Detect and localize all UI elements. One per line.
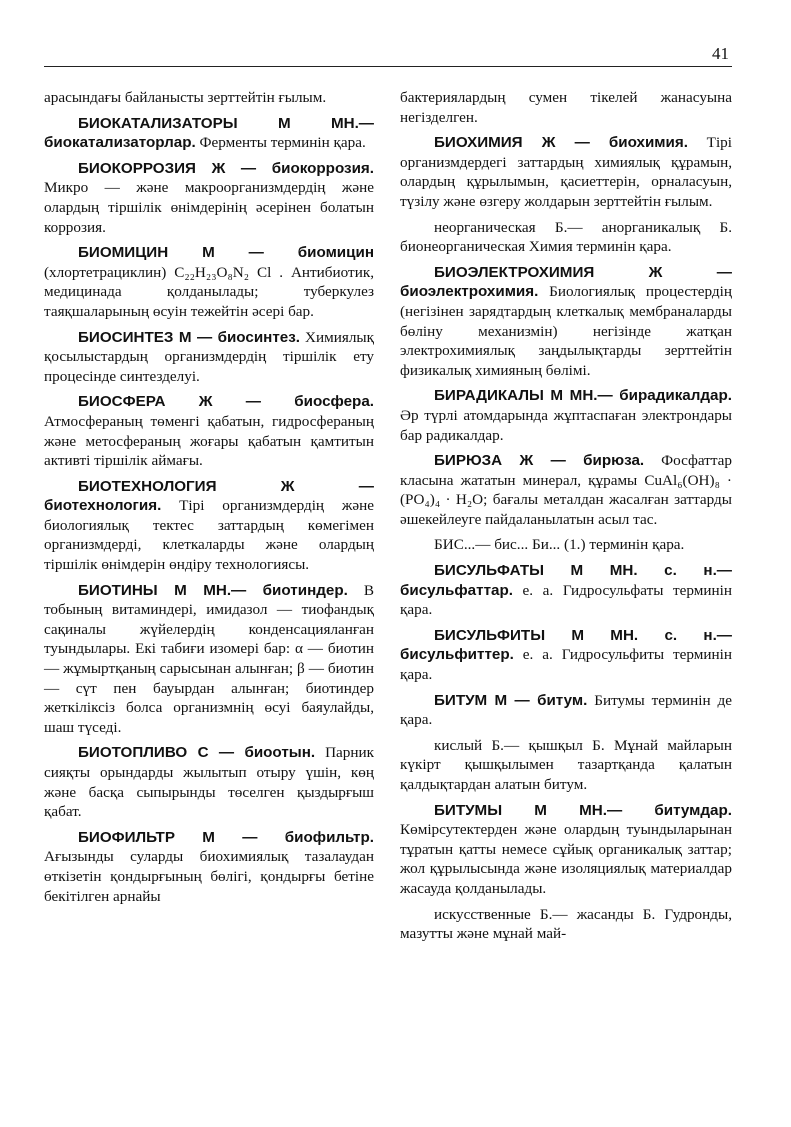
sub-entry [400,218,732,257]
right-column [400,88,732,950]
definition: е. а. Гидросульфиты терминін қара. [400,646,732,684]
headword: БИТУМЫ М МН.— битумдар. [434,801,732,819]
dictionary-entry [44,328,374,387]
dictionary-entry [400,801,732,899]
definition: бактериялардың сумен тікелей жанасуына негізделген. [400,89,732,126]
dictionary-entry [400,561,732,620]
continuation-text [400,88,732,127]
dictionary-entry [44,743,374,821]
dictionary-entry [44,581,374,738]
definition: Химиялық қосылыстардың организмдердің тіршілік ету процесінде синтезделуі. [44,328,375,385]
dictionary-entry [400,451,732,529]
definition: кислый Б.— қышқыл Б. Мұнай майларын күкірт қышқылымен тазартқанда қалатын қалдықтардан алатын битум. [400,736,732,793]
definition: В тобының витаминдері, имидазол — тиофандық сақиналы жүйелердің конденсацияланған туындылары. Екі табиғи изомері бар: α — биотин — жұмыртқаның сарысынан алынған; β — биотин — сүт пен бауырдан алынған; биотиндер жеткіліксіз болса организмнің өсуі баяулайды, шаш түседі. [44,581,374,736]
definition: арасындағы байланысты зерттейтін ғылым. [44,89,327,106]
definition: Тірі организмдердің және биологиялық тектес заттардың көмегімен организмдерді, клеткаларды және олардың тіршілік өнімдерін өндіру технологиясы. [44,497,374,574]
headword: БИОТЕХНОЛОГИЯ Ж — биотехнология. [44,477,374,515]
definition: Биологиялық процестердің (негізінен зарядтардың клеткалық мембраналарды бөліну механизмін) негізінде жатқан электрохимиялық заңдылықтарды зерттейтін физикалық химияның бөлімі. [400,283,732,379]
headword: БИОХИМИЯ Ж — биохимия. [434,134,688,152]
definition: Фосфаттар класына жататын минерал, құрамы CuAl₆(OH)₈ · (PO₄)₄ · H₂O; бағалы металдан жасалған заттарды әшекейлеуге пайдаланылатын асыл тас. [400,452,732,528]
left-column [44,88,374,912]
dictionary-entry [400,386,732,445]
sub-entry [400,905,732,944]
definition: искусственные Б.— жасанды Б. Гудронды, мазутты және мұнай май- [400,905,732,943]
dictionary-entry [400,263,732,381]
sub-entry [400,736,732,795]
headword: БИСУЛЬФИТЫ М МН. с. н.— бисульфиттер. [400,626,732,664]
definition: Көмірсутектерден және олардың туындыларынан тұратын қатты немесе сұйық органикалық заттар; жол құрылысында және изоляциялық материалдар жасауда қолданылады. [400,821,732,897]
headword: БИОКАТАЛИЗАТОРЫ М МН.— биокатализаторлар. [44,114,374,152]
dictionary-entry [44,114,374,153]
headword: БИОСИНТЕЗ М — биосинтез. [78,328,300,346]
headword: БИОТОПЛИВО С — биоотын. [78,744,316,762]
headword: БИОКОРРОЗИЯ Ж — биокоррозия. [78,159,374,177]
dictionary-entry [44,243,374,321]
definition: неорганическая Б.— анорганикалық Б. бионеорганическая Химия терминін қара. [400,218,732,256]
headword: БИТУМ М — битум. [434,691,588,709]
headword: БИОТИНЫ М МН.— биотиндер. [78,581,348,599]
dictionary-entry [44,392,374,470]
definition: Микро — және макроорганизмдердің және олардың тіршілік өнімдерінің әсерінен болатын коррозия. [44,179,374,236]
headword: БИСУЛЬФАТЫ М МН. с. н.— бисульфаттар. [400,562,732,599]
definition: Тірі организмдердегі заттардың химиялық құрамын, олардың құрылымын, қасиеттерін, орналасуын, түзілу және өзгеру жолдарын зерттейтін ғылым. [400,134,732,210]
dictionary-entry [400,626,732,685]
dictionary-entry [400,133,732,211]
header-rule [44,66,732,67]
headword: БИРЮЗА Ж — бирюза. [434,452,645,470]
definition: Әр түрлі атомдарында жұптаспаған электрондары бар радикалдар. [400,406,732,444]
definition: Битумы терминін де қара. [400,691,732,729]
definition: Ферменты терминін қара. [195,134,366,152]
definition: Ағызынды суларды биохимиялық тазалаудан өткізетін қондырғының бөлігі, қондырғы бетіне бекітілген арнайы [44,848,374,905]
headword: БИОСФЕРА Ж — биосфера. [78,393,374,411]
headword: БИРАДИКАЛЫ М МН.— бирадикалдар. [434,387,732,405]
dictionary-entry [44,828,374,906]
definition: Атмосфераның төменгі қабатын, гидросфераның және метосфераның жоғары қабатын қамтитын активті тіршілік аймағы. [44,412,374,470]
definition: е. а. Гидросульфаты терминін қара. [400,581,732,619]
definition: Парник сияқты орындарды жылытып отыру үшін, көң және басқа сыпырынды төселген қыздырғыш қабат. [44,744,374,821]
headword: БИОЭЛЕКТРОХИМИЯ Ж — биоэлектрохимия. [400,263,732,301]
definition: (хлортетрациклин) C₂₂H₂₃O₈N₂ Cl . Антибиотик, медицинада қолданылады; туберкулез таяқшаларының өсуін тежейтін әсері бар. [44,263,374,320]
dictionary-entry [44,477,374,575]
sub-entry [400,535,732,555]
dictionary-entry [44,159,374,237]
headword: БИОФИЛЬТР М — биофильтр. [78,828,374,846]
dictionary-entry [400,691,732,730]
headword: БИОМИЦИН М — биомицин [78,244,374,262]
continuation-text [44,88,374,108]
page-number: 41 [712,44,729,63]
definition: БИС...— бис... Би... (1.) терминін қара. [434,536,685,554]
